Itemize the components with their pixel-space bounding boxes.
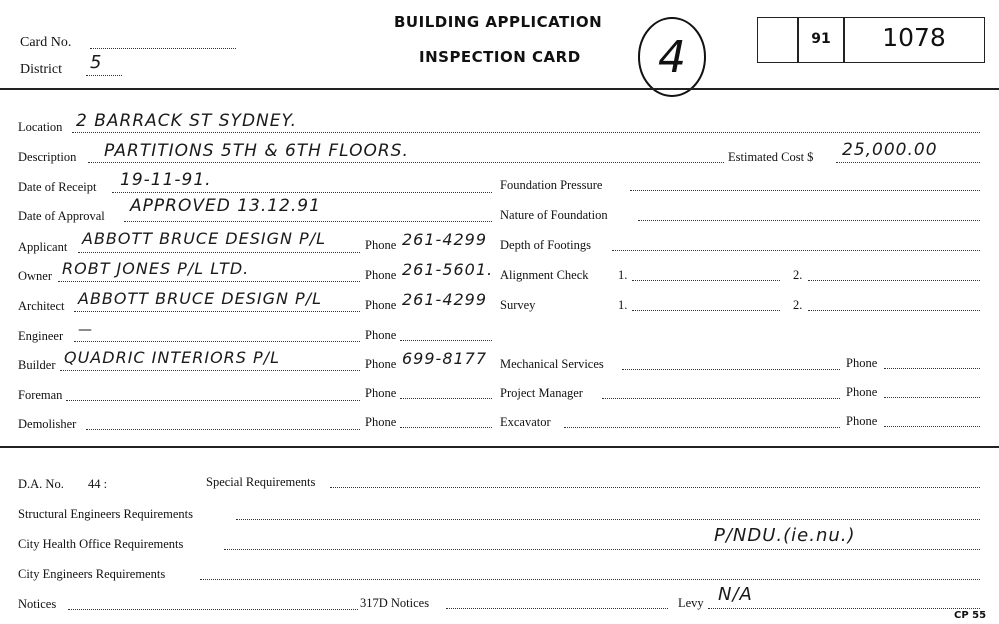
project-manager-phone-label: Phone bbox=[846, 385, 878, 399]
owner-value: ROBT JONES P/L LTD. bbox=[62, 259, 250, 278]
depth-footings-label: Depth of Footings bbox=[500, 238, 591, 252]
architect-phone: 261-4299 bbox=[402, 290, 488, 309]
health-value: P/NDU.(ie.nu.) bbox=[714, 525, 856, 546]
da-no-label: D.A. No. bbox=[18, 477, 64, 491]
notices-label: Notices bbox=[18, 597, 57, 611]
survey-two-label: 2. bbox=[793, 298, 803, 312]
builder-value: QUADRIC INTERIORS P/L bbox=[64, 348, 280, 367]
estimated-cost-value: 25,000.00 bbox=[842, 140, 938, 160]
notices-line bbox=[68, 609, 358, 610]
notices-317d-label: 317D Notices bbox=[360, 596, 430, 610]
builder-phone-label: Phone bbox=[365, 357, 397, 371]
date-approval-value: APPROVED 13.12.91 bbox=[130, 196, 321, 216]
mechanical-services-line bbox=[622, 369, 840, 370]
card-no-label: Card No. bbox=[20, 35, 72, 50]
engineer-phone-line bbox=[400, 340, 492, 341]
location-label: Location bbox=[18, 120, 63, 134]
project-manager-phone-line bbox=[884, 397, 980, 398]
title-line-1: BUILDING APPLICATION bbox=[394, 13, 603, 31]
survey-one-line bbox=[632, 310, 780, 311]
foreman-label: Foreman bbox=[18, 388, 63, 402]
architect-line bbox=[74, 311, 360, 312]
card-box-prefix bbox=[797, 17, 845, 63]
excavator-phone-label: Phone bbox=[846, 414, 878, 428]
applicant-value: ABBOTT BRUCE DESIGN P/L bbox=[82, 229, 327, 248]
applicant-line bbox=[78, 252, 360, 253]
header-divider bbox=[0, 88, 999, 90]
alignment-two-line bbox=[808, 280, 980, 281]
architect-phone-label: Phone bbox=[365, 298, 397, 312]
mechanical-phone-label: Phone bbox=[846, 356, 878, 370]
demolisher-label: Demolisher bbox=[18, 417, 77, 431]
card-box-blank bbox=[757, 17, 799, 63]
structural-line bbox=[236, 519, 980, 520]
foundation-pressure-label: Foundation Pressure bbox=[500, 178, 603, 192]
builder-phone: 699-8177 bbox=[402, 349, 488, 368]
applicant-label: Applicant bbox=[18, 240, 68, 254]
owner-phone: 261-5601. bbox=[402, 260, 494, 279]
owner-phone-label: Phone bbox=[365, 268, 397, 282]
card-number: 1078 bbox=[882, 23, 946, 52]
card-no-line bbox=[90, 48, 236, 49]
nature-foundation-label: Nature of Foundation bbox=[500, 208, 608, 222]
city-engineers-line bbox=[200, 579, 980, 580]
excavator-line bbox=[564, 427, 840, 428]
depth-footings-line bbox=[612, 250, 980, 251]
alignment-check-label: Alignment Check bbox=[500, 268, 589, 282]
demolisher-phone-label: Phone bbox=[365, 415, 397, 429]
mechanical-phone-line bbox=[884, 368, 980, 369]
project-manager-label: Project Manager bbox=[500, 386, 583, 400]
mechanical-services-label: Mechanical Services bbox=[500, 357, 604, 371]
levy-line bbox=[708, 608, 980, 609]
levy-label: Levy bbox=[678, 596, 704, 610]
form-code: CP 55 bbox=[954, 610, 987, 621]
location-value: 2 BARRACK ST SYDNEY. bbox=[76, 111, 298, 131]
owner-label: Owner bbox=[18, 269, 53, 283]
card-box-number bbox=[843, 17, 985, 63]
title-line-2: INSPECTION CARD bbox=[419, 48, 581, 66]
engineer-line bbox=[74, 341, 360, 342]
da-no-value: 44 : bbox=[88, 477, 108, 491]
description-value: PARTITIONS 5TH & 6TH FLOORS. bbox=[104, 141, 409, 161]
foundation-pressure-line bbox=[630, 190, 980, 191]
location-line bbox=[72, 132, 980, 133]
builder-line bbox=[60, 370, 360, 371]
health-label: City Health Office Requirements bbox=[18, 537, 184, 551]
demolisher-line bbox=[86, 429, 360, 430]
district-line bbox=[86, 75, 122, 76]
engineer-label: Engineer bbox=[18, 329, 64, 343]
architect-value: ABBOTT BRUCE DESIGN P/L bbox=[78, 289, 323, 308]
nature-foundation-line bbox=[638, 220, 980, 221]
city-engineers-label: City Engineers Requirements bbox=[18, 567, 166, 581]
notices-317d-line bbox=[446, 608, 668, 609]
date-approval-line bbox=[124, 221, 492, 222]
foreman-phone-label: Phone bbox=[365, 386, 397, 400]
district-value: 5 bbox=[90, 52, 103, 73]
district-label: District bbox=[20, 62, 62, 77]
description-line bbox=[88, 162, 724, 163]
engineer-value: — bbox=[78, 322, 93, 338]
excavator-phone-line bbox=[884, 426, 980, 427]
demolisher-phone-line bbox=[400, 427, 492, 428]
survey-label: Survey bbox=[500, 298, 536, 312]
applicant-phone-label: Phone bbox=[365, 238, 397, 252]
health-line bbox=[224, 549, 980, 550]
structural-label: Structural Engineers Requirements bbox=[18, 507, 193, 521]
special-requirements-label: Special Requirements bbox=[206, 475, 316, 489]
owner-line bbox=[58, 281, 360, 282]
fields-divider bbox=[0, 446, 999, 448]
foreman-line bbox=[66, 400, 360, 401]
builder-label: Builder bbox=[18, 358, 56, 372]
estimated-cost-label: Estimated Cost $ bbox=[728, 150, 814, 164]
alignment-two-label: 2. bbox=[793, 268, 803, 282]
alignment-one-label: 1. bbox=[618, 268, 628, 282]
engineer-phone-label: Phone bbox=[365, 328, 397, 342]
survey-one-label: 1. bbox=[618, 298, 628, 312]
survey-two-line bbox=[808, 310, 980, 311]
excavator-label: Excavator bbox=[500, 415, 551, 429]
date-receipt-label: Date of Receipt bbox=[18, 180, 97, 194]
estimated-cost-line bbox=[836, 162, 980, 163]
circled-number: 4 bbox=[658, 32, 686, 83]
date-receipt-line bbox=[112, 192, 492, 193]
alignment-one-line bbox=[632, 280, 780, 281]
card-prefix: 91 bbox=[811, 31, 831, 47]
applicant-phone: 261-4299 bbox=[402, 230, 488, 249]
date-receipt-value: 19-11-91. bbox=[120, 170, 212, 190]
levy-value: N/A bbox=[718, 584, 753, 605]
foreman-phone-line bbox=[400, 398, 492, 399]
date-approval-label: Date of Approval bbox=[18, 209, 105, 223]
special-requirements-line bbox=[330, 487, 980, 488]
architect-label: Architect bbox=[18, 299, 65, 313]
project-manager-line bbox=[602, 398, 840, 399]
description-label: Description bbox=[18, 150, 77, 164]
